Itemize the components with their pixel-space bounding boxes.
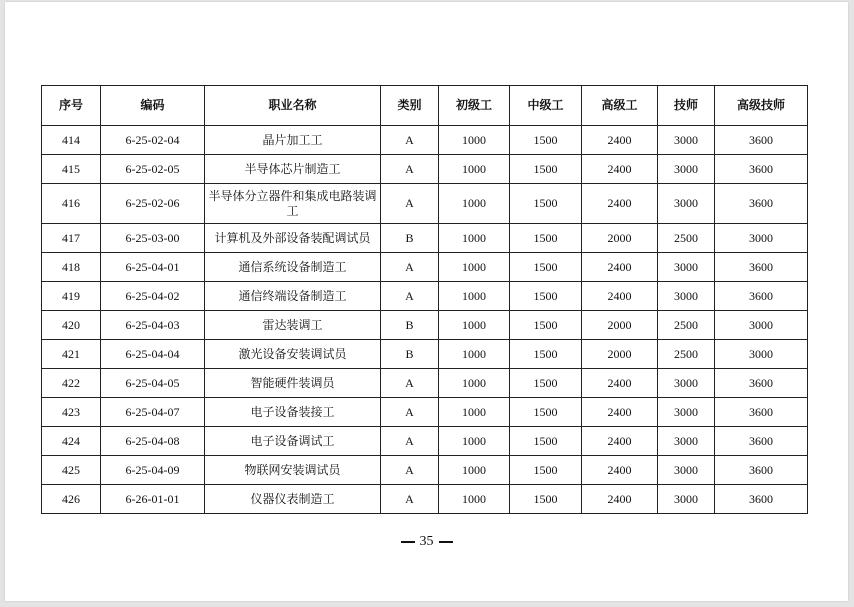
cell-intermediate: 1500 [510,253,582,282]
header-intermediate: 中级工 [510,86,582,126]
cell-senior-technician: 3600 [715,485,808,514]
table-row [42,456,808,485]
cell-intermediate: 1500 [510,340,582,369]
cell-category: B [381,311,439,340]
cell-senior-technician: 3600 [715,282,808,311]
cell-technician: 3000 [658,253,715,282]
cell-technician: 3000 [658,184,715,224]
cell-senior-technician: 3600 [715,427,808,456]
cell-junior: 1000 [439,253,510,282]
cell-junior: 1000 [439,155,510,184]
cell-occupation-name: 晶片加工工 [205,126,381,155]
cell-occupation-name: 激光设备安装调试员 [205,340,381,369]
document-page [5,2,848,601]
cell-senior-technician: 3000 [715,311,808,340]
header-technician: 技师 [658,86,715,126]
cell-intermediate: 1500 [510,485,582,514]
cell-index: 420 [42,311,101,340]
cell-senior-technician: 3600 [715,184,808,224]
cell-code: 6-25-02-06 [101,184,205,224]
cell-occupation-name: 通信终端设备制造工 [205,282,381,311]
cell-senior: 2000 [582,224,658,253]
cell-junior: 1000 [439,456,510,485]
header-senior-technician: 高级技师 [715,86,808,126]
table-row [42,253,808,282]
table-row [42,427,808,456]
cell-senior-technician: 3600 [715,456,808,485]
table-row [42,155,808,184]
cell-index: 418 [42,253,101,282]
header-code: 编码 [101,86,205,126]
cell-senior-technician: 3600 [715,253,808,282]
table-row [42,311,808,340]
footer-dash-right [439,541,453,543]
cell-intermediate: 1500 [510,456,582,485]
header-index: 序号 [42,86,101,126]
cell-junior: 1000 [439,282,510,311]
cell-technician: 3000 [658,282,715,311]
cell-senior: 2000 [582,340,658,369]
cell-index: 421 [42,340,101,369]
cell-code: 6-25-03-00 [101,224,205,253]
cell-technician: 3000 [658,427,715,456]
cell-technician: 2500 [658,340,715,369]
cell-technician: 2500 [658,311,715,340]
cell-index: 415 [42,155,101,184]
cell-senior-technician: 3600 [715,155,808,184]
cell-occupation-name: 计算机及外部设备装配调试员 [205,224,381,253]
cell-index: 417 [42,224,101,253]
cell-senior: 2400 [582,427,658,456]
cell-junior: 1000 [439,184,510,224]
cell-category: A [381,184,439,224]
table-row [42,282,808,311]
cell-intermediate: 1500 [510,282,582,311]
cell-intermediate: 1500 [510,184,582,224]
cell-junior: 1000 [439,427,510,456]
cell-occupation-name: 通信系统设备制造工 [205,253,381,282]
footer-dash-left [401,541,415,543]
cell-category: B [381,224,439,253]
table-row [42,224,808,253]
cell-junior: 1000 [439,369,510,398]
cell-technician: 3000 [658,155,715,184]
cell-code: 6-25-04-02 [101,282,205,311]
cell-senior: 2000 [582,311,658,340]
cell-intermediate: 1500 [510,398,582,427]
cell-technician: 3000 [658,456,715,485]
cell-senior-technician: 3000 [715,224,808,253]
page-footer [5,534,848,550]
cell-occupation-name: 雷达装调工 [205,311,381,340]
cell-code: 6-25-04-04 [101,340,205,369]
cell-occupation-name: 电子设备装接工 [205,398,381,427]
cell-code: 6-25-02-04 [101,126,205,155]
cell-index: 419 [42,282,101,311]
header-junior: 初级工 [439,86,510,126]
cell-junior: 1000 [439,398,510,427]
cell-intermediate: 1500 [510,155,582,184]
cell-senior-technician: 3600 [715,369,808,398]
cell-category: A [381,485,439,514]
cell-occupation-name: 智能硬件装调员 [205,369,381,398]
cell-category: A [381,456,439,485]
cell-senior-technician: 3000 [715,340,808,369]
cell-index: 423 [42,398,101,427]
cell-code: 6-25-04-08 [101,427,205,456]
cell-index: 425 [42,456,101,485]
cell-code: 6-25-04-07 [101,398,205,427]
cell-index: 422 [42,369,101,398]
cell-category: A [381,253,439,282]
cell-senior: 2400 [582,456,658,485]
table-row [42,398,808,427]
cell-code: 6-25-02-05 [101,155,205,184]
cell-intermediate: 1500 [510,126,582,155]
cell-category: A [381,155,439,184]
cell-index: 426 [42,485,101,514]
cell-occupation-name: 电子设备调试工 [205,427,381,456]
cell-code: 6-25-04-01 [101,253,205,282]
cell-technician: 3000 [658,485,715,514]
header-category: 类别 [381,86,439,126]
cell-junior: 1000 [439,224,510,253]
cell-senior: 2400 [582,126,658,155]
table-row [42,485,808,514]
cell-category: A [381,427,439,456]
table-header-row [42,86,808,126]
cell-technician: 2500 [658,224,715,253]
cell-intermediate: 1500 [510,369,582,398]
cell-senior: 2400 [582,398,658,427]
cell-senior: 2400 [582,369,658,398]
cell-junior: 1000 [439,311,510,340]
table-row [42,369,808,398]
table-row [42,126,808,155]
table-row [42,184,808,224]
cell-junior: 1000 [439,340,510,369]
cell-senior: 2400 [582,485,658,514]
cell-code: 6-25-04-03 [101,311,205,340]
cell-intermediate: 1500 [510,427,582,456]
cell-senior: 2400 [582,155,658,184]
cell-category: A [381,369,439,398]
cell-junior: 1000 [439,126,510,155]
cell-code: 6-26-01-01 [101,485,205,514]
cell-category: A [381,282,439,311]
cell-index: 414 [42,126,101,155]
cell-occupation-name: 半导体分立器件和集成电路装调工 [205,184,381,224]
header-occupation-name: 职业名称 [205,86,381,126]
cell-senior: 2400 [582,282,658,311]
cell-occupation-name: 半导体芯片制造工 [205,155,381,184]
cell-occupation-name: 仪器仪表制造工 [205,485,381,514]
table-row [42,340,808,369]
page-number: 35 [419,534,434,549]
cell-index: 416 [42,184,101,224]
cell-category: A [381,398,439,427]
cell-occupation-name: 物联网安装调试员 [205,456,381,485]
cell-senior-technician: 3600 [715,126,808,155]
occupation-table [41,85,808,514]
cell-category: B [381,340,439,369]
cell-category: A [381,126,439,155]
table-body [42,126,808,514]
header-senior: 高级工 [582,86,658,126]
cell-index: 424 [42,427,101,456]
cell-code: 6-25-04-09 [101,456,205,485]
cell-senior-technician: 3600 [715,398,808,427]
cell-senior: 2400 [582,184,658,224]
cell-intermediate: 1500 [510,224,582,253]
cell-code: 6-25-04-05 [101,369,205,398]
cell-intermediate: 1500 [510,311,582,340]
cell-technician: 3000 [658,398,715,427]
cell-junior: 1000 [439,485,510,514]
cell-technician: 3000 [658,126,715,155]
cell-technician: 3000 [658,369,715,398]
cell-senior: 2400 [582,253,658,282]
